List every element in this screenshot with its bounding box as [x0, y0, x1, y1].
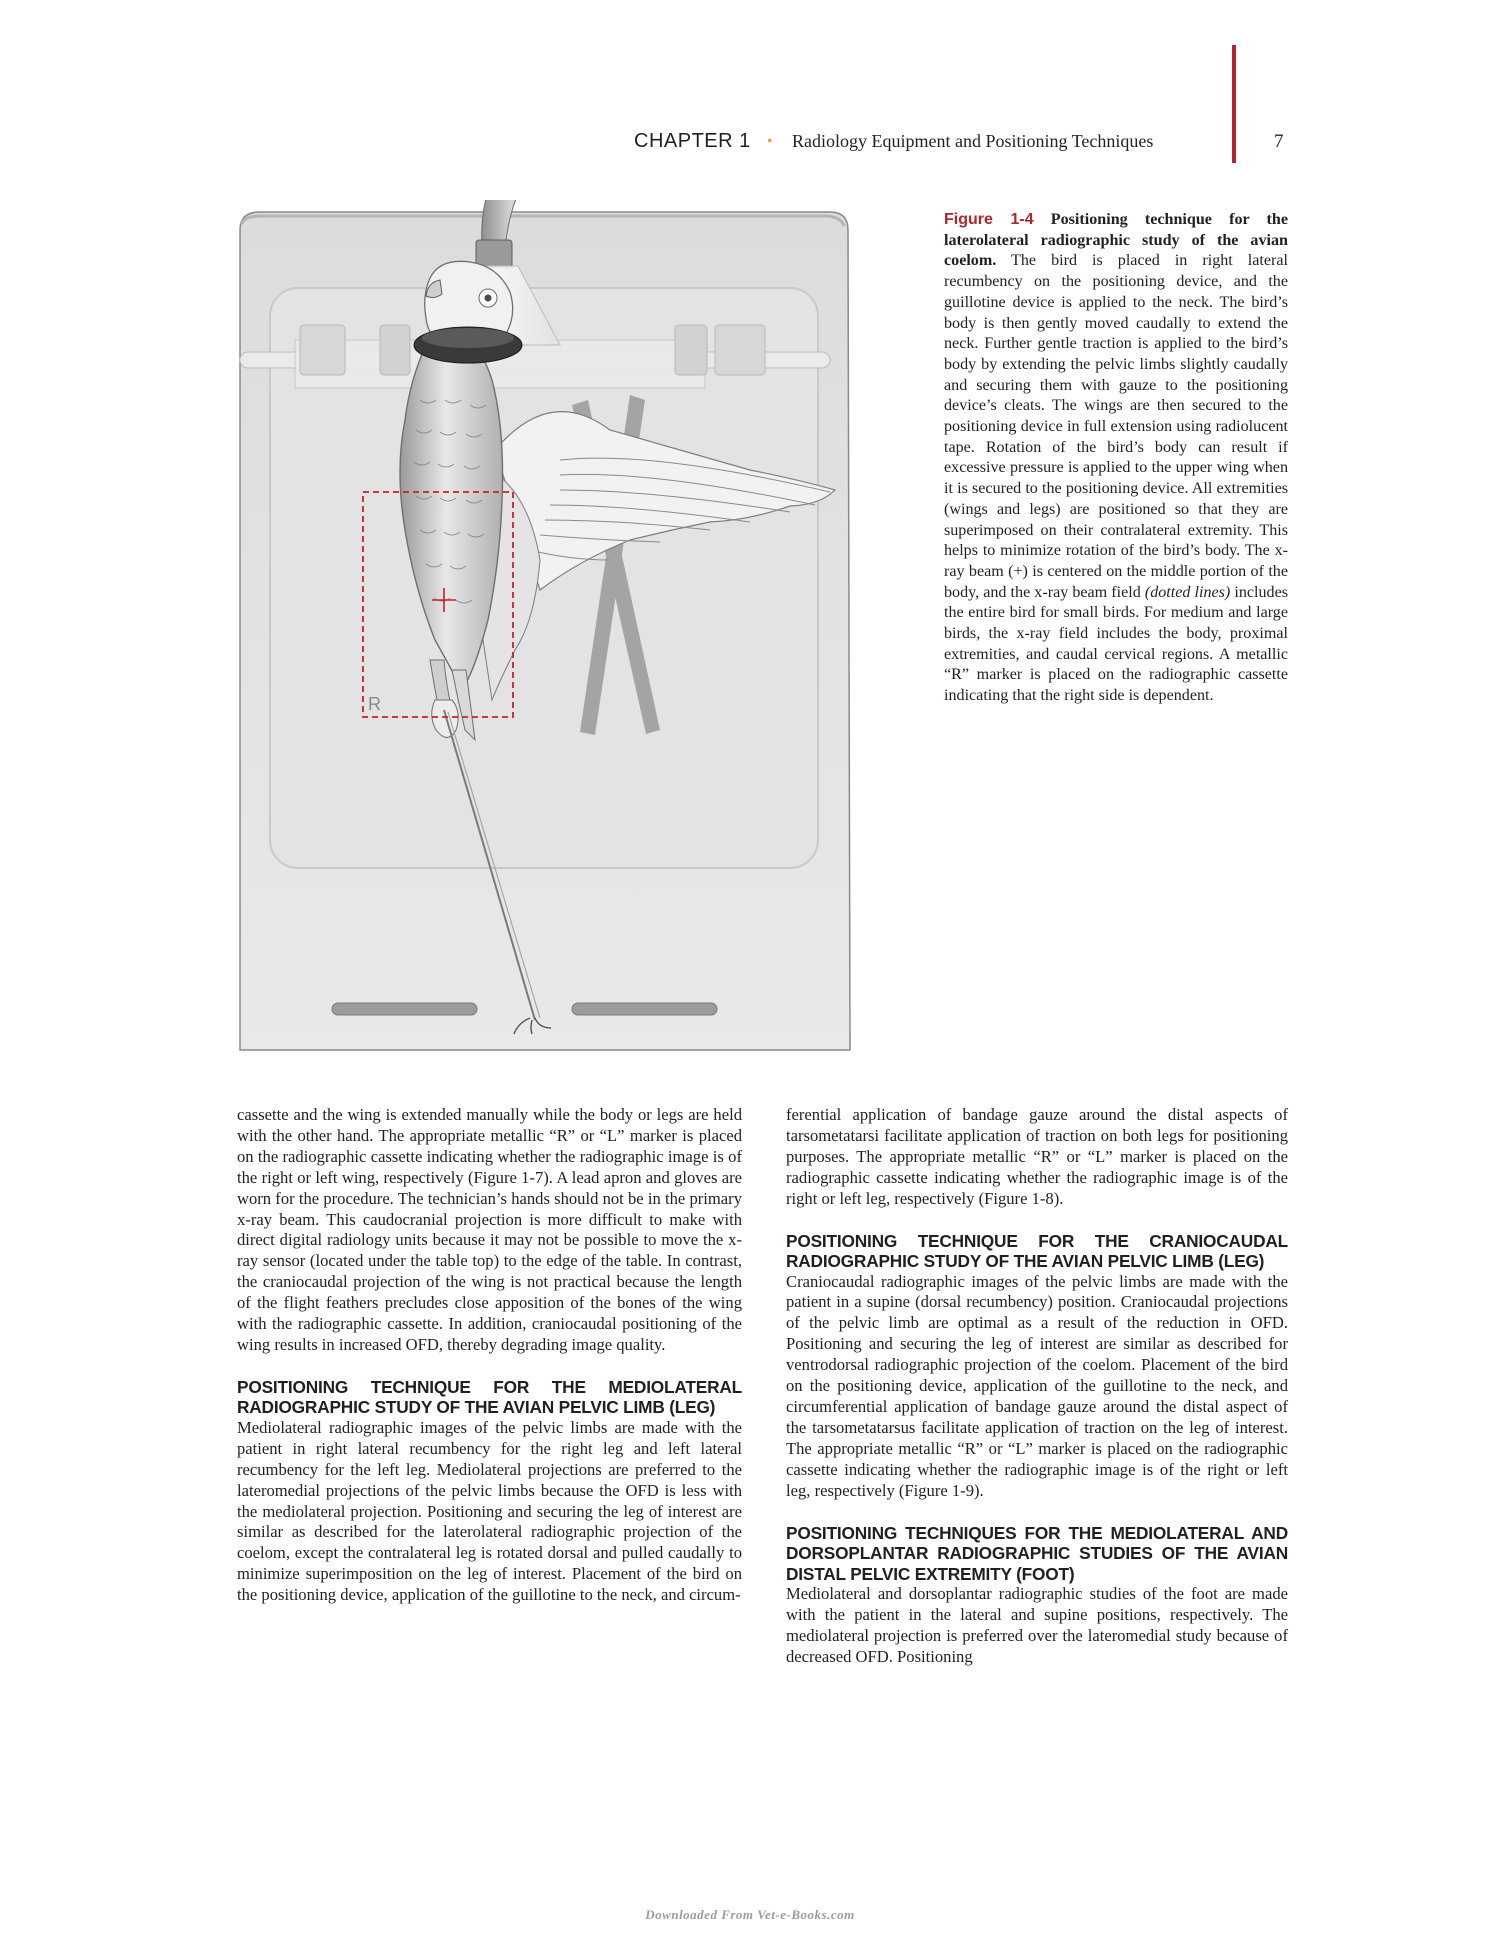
positioning-illustration: [230, 200, 870, 1060]
handle-slot-left: [332, 1003, 477, 1015]
page-number: 7: [1274, 131, 1284, 152]
left-column: [237, 1105, 742, 1606]
right-heading-2: POSITIONING TECHNIQUES FOR THE MEDIOLATERAL AND DORSOPLANTAR RADIOGRAPHIC STUDIES OF THE AVIAN DISTAL PELVIC EXTREMITY (FOOT): [786, 1522, 1288, 1584]
right-paragraph-1: ferential application of bandage gauze around the distal aspects of tarsometatarsi facilitate application of traction on both legs for positioning purposes. The appropriate metallic “R” or “L” marker is placed on the radiographic cassette indicating whether the radiographic image is of the right or left leg, respectively (Figure 1-8).: [786, 1105, 1288, 1208]
right-heading-1: POSITIONING TECHNIQUE FOR THE CRANIOCAUDAL RADIOGRAPHIC STUDY OF THE AVIAN PELVIC LIMB (LEG): [786, 1230, 1288, 1272]
handle-slot-right: [572, 1003, 717, 1015]
download-footer: Downloaded From Vet-e-Books.com: [645, 1907, 855, 1922]
right-paragraph-2: Craniocaudal radiographic images of the pelvic limbs are made with the patient in a supine (dorsal recumbency) position. Craniocaudal projections of the pelvic limb are optimal as a result of the reduction in OFD. Positioning and securing the leg of interest are similar as described for ventrodorsal radiographic projection of the coelom. Placement of the bird on the positioning device, application of the guillotine to the neck, and circumferential application of bandage gauze around the distal aspect of the tarsometatarsus facilitate application of traction on the leg of interest. The appropriate metallic “R” or “L” marker is placed on the radiographic cassette indicating whether the radiographic image is of the right or left leg, respectively (Figure 1-9).: [786, 1271, 1288, 1500]
left-heading-1: POSITIONING TECHNIQUE FOR THE MEDIOLATERAL RADIOGRAPHIC STUDY OF THE AVIAN PELVIC LIMB (LEG): [237, 1376, 742, 1418]
chapter-label: CHAPTER 1: [634, 130, 751, 152]
right-paragraph-3: Mediolateral and dorsoplantar radiographic studies of the foot are made with the patient in the lateral and supine positions, respectively. The mediolateral projection is preferred over the lateromedial study because of decreased OFD. Positioning: [786, 1584, 1288, 1666]
right-column: [786, 1105, 1288, 1668]
left-paragraph-1: cassette and the wing is extended manually while the body or legs are held with the other hand. The appropriate metallic “R” or “L” marker is placed on the radiographic cassette indicating whether the radiographic image is of the right or left wing, respectively (Figure 1-7). A lead apron and gloves are worn for the procedure. The technician’s hands should not be in the primary x-ray beam. This caudocranial projection is more difficult to make with direct digital radiology units because it may not be possible to move the x-ray sensor (located under the table top) to the edge of the table. In contrast, the craniocaudal projection of the wing is not practical because the length of the flight feathers precludes close apposition of the bones of the wing with the radiographic cassette. In addition, craniocaudal positioning of the wing results in increased OFD, thereby degrading image quality.: [237, 1105, 742, 1354]
header-bullet: •: [767, 133, 773, 150]
figure-caption: [944, 210, 1288, 707]
r-marker: R: [368, 694, 381, 714]
caption-text-1: The bird is placed in right lateral recumbency on the positioning device, and the guillotine device is applied to the neck. The bird’s body is then gently moved caudally to extend the neck. Further gentle traction is applied to the bird’s body by extending the pelvic limbs slightly caudally and securing them with gauze to the positioning device’s cleats. The wings are then secured to the positioning device in full extension using radiolucent tape. Rotation of the bird’s body can result if excessive pressure is applied to the upper wing when it is secured to the positioning device. All extremities (wings and legs) are positioned so that they are superimposed on their contralateral extremity. This helps to minimize rotation of the bird’s body. The x-ray beam (+) is centered on the middle portion of the body, and the x-ray beam field: [944, 252, 1288, 601]
caption-text-2: includes the entire bird for small birds. For medium and large birds, the x-ray field includes the body, proximal extremities, and caudal cervical regions. A metallic “R” marker is placed on the radiographic cassette indicating that the right side is dependent.: [944, 583, 1288, 705]
figure-title: Positioning technique for the laterolateral radiographic study of the avian coelom.: [944, 211, 1288, 270]
header-divider: [1232, 45, 1236, 163]
left-paragraph-2: Mediolateral radiographic images of the pelvic limbs are made with the patient in right lateral recumbency for the right leg and left lateral recumbency for the left leg. Mediolateral projections are preferred to the lateromedial projections of the pelvic limbs because the OFD is less with the mediolateral projection. Positioning and securing the leg of interest are similar as described for the laterolateral radiographic projection of the coelom, except the contralateral leg is rotated dorsal and pulled caudally to minimize superimposition on the leg of interest. Placement of the bird on the positioning device, application of the guillotine to the neck, and circum-: [237, 1417, 742, 1605]
figure-label: Figure 1-4: [944, 211, 1034, 228]
chapter-title: Radiology Equipment and Positioning Techniques: [792, 131, 1154, 151]
caption-italic: (dotted lines): [1144, 583, 1231, 601]
